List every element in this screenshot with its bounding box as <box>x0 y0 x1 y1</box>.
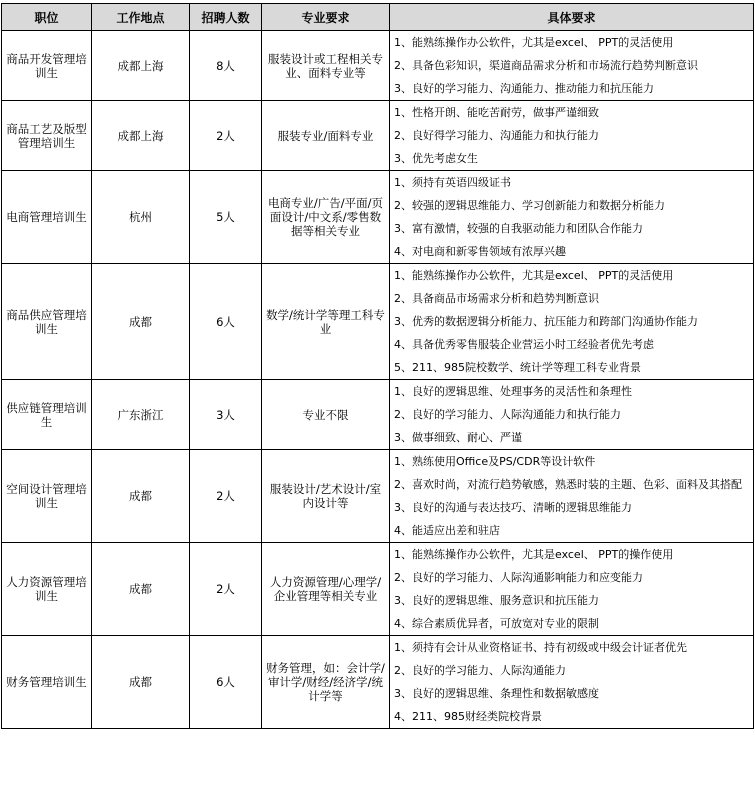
location-cell: 成都 <box>92 636 190 729</box>
header-major: 专业要求 <box>262 4 390 31</box>
position-cell: 商品供应管理培训生 <box>2 264 92 380</box>
table-row <box>2 101 754 171</box>
header-row <box>2 4 754 31</box>
header-count: 招聘人数 <box>190 4 262 31</box>
requirements-cell <box>390 171 754 264</box>
position-cell: 空间设计管理培训生 <box>2 450 92 543</box>
location-cell: 成都上海 <box>92 101 190 171</box>
requirement-item: 2、具备商品市场需求分析和趋势判断意识 <box>394 292 599 305</box>
header-detail: 具体要求 <box>390 4 754 31</box>
location-cell: 广东浙江 <box>92 380 190 450</box>
location-cell: 杭州 <box>92 171 190 264</box>
major-cell: 数学/统计学等理工科专业 <box>262 264 390 380</box>
requirement-item: 3、良好的沟通与表达技巧、清晰的逻辑思维能力 <box>394 501 632 514</box>
table-row <box>2 171 754 264</box>
table-row <box>2 264 754 380</box>
count-cell: 2人 <box>190 543 262 636</box>
recruitment-table <box>1 3 754 729</box>
requirement-item: 3、良好的逻辑思维、服务意识和抗压能力 <box>394 594 599 607</box>
header-position: 职位 <box>2 4 92 31</box>
position-cell: 电商管理培训生 <box>2 171 92 264</box>
table-row <box>2 450 754 543</box>
requirement-item: 4、对电商和新零售领域有浓厚兴趣 <box>394 245 566 258</box>
count-cell: 6人 <box>190 636 262 729</box>
requirement-item: 3、优先考虑女生 <box>394 152 478 165</box>
count-cell: 6人 <box>190 264 262 380</box>
location-cell: 成都 <box>92 264 190 380</box>
requirement-item: 2、良好的学习能力、人际沟通影响能力和应变能力 <box>394 571 643 584</box>
count-cell: 3人 <box>190 380 262 450</box>
location-cell: 成都上海 <box>92 31 190 101</box>
position-cell: 财务管理培训生 <box>2 636 92 729</box>
position-cell: 供应链管理培训生 <box>2 380 92 450</box>
requirement-item: 2、喜欢时尚，对流行趋势敏感，熟悉时装的主题、色彩、面料及其搭配 <box>394 478 742 491</box>
requirements-cell <box>390 264 754 380</box>
requirement-item: 3、做事细致、耐心、严谨 <box>394 431 522 444</box>
requirement-item: 1、须持有会计从业资格证书、持有初级或中级会计证者优先 <box>394 641 687 654</box>
requirements-cell <box>390 31 754 101</box>
major-cell: 电商专业/广告/平面/页面设计/中文系/零售数据等相关专业 <box>262 171 390 264</box>
requirement-item: 3、优秀的数据逻辑分析能力、抗压能力和跨部门沟通协作能力 <box>394 315 698 328</box>
location-cell: 成都 <box>92 450 190 543</box>
requirement-item: 2、较强的逻辑思维能力、学习创新能力和数据分析能力 <box>394 199 665 212</box>
major-cell: 服装设计或工程相关专业、面料专业等 <box>262 31 390 101</box>
requirement-item: 2、良好的学习能力、人际沟通能力 <box>394 664 566 677</box>
requirements-cell <box>390 636 754 729</box>
major-cell: 专业不限 <box>262 380 390 450</box>
count-cell: 8人 <box>190 31 262 101</box>
requirement-item: 1、能熟练操作办公软件，尤其是excel、 PPT的灵活使用 <box>394 269 674 282</box>
count-cell: 2人 <box>190 101 262 171</box>
requirement-item: 4、211、985财经类院校背景 <box>394 710 542 723</box>
position-cell: 商品工艺及版型管理培训生 <box>2 101 92 171</box>
requirement-item: 4、综合素质优异者，可放宽对专业的限制 <box>394 617 599 630</box>
requirement-item: 4、能适应出差和驻店 <box>394 524 500 537</box>
requirement-item: 2、良好的学习能力、人际沟通能力和执行能力 <box>394 408 621 421</box>
requirements-cell <box>390 450 754 543</box>
requirement-item: 4、具备优秀零售服装企业营运小时工经验者优先考虑 <box>394 338 654 351</box>
requirements-cell <box>390 101 754 171</box>
position-cell: 人力资源管理培训生 <box>2 543 92 636</box>
table-row <box>2 380 754 450</box>
requirement-item: 2、良好得学习能力、沟通能力和执行能力 <box>394 129 599 142</box>
count-cell: 5人 <box>190 171 262 264</box>
major-cell: 服装设计/艺术设计/室内设计等 <box>262 450 390 543</box>
requirement-item: 1、熟练使用Office及PS/CDR等设计软件 <box>394 455 596 468</box>
requirement-item: 5、211、985院校数学、统计学等理工科专业背景 <box>394 361 641 374</box>
requirement-item: 3、富有激情，较强的自我驱动能力和团队合作能力 <box>394 222 643 235</box>
requirement-item: 3、良好的逻辑思维、条理性和数据敏感度 <box>394 687 599 700</box>
requirement-item: 1、性格开朗、能吃苦耐劳，做事严谨细致 <box>394 106 599 119</box>
major-cell: 服装专业/面料专业 <box>262 101 390 171</box>
count-cell: 2人 <box>190 450 262 543</box>
requirement-item: 3、良好的学习能力、沟通能力、推动能力和抗压能力 <box>394 82 654 95</box>
requirement-item: 1、能熟练操作办公软件，尤其是excel、 PPT的灵活使用 <box>394 36 674 49</box>
requirement-item: 1、良好的逻辑思维、处理事务的灵活性和条理性 <box>394 385 632 398</box>
table-row <box>2 31 754 101</box>
table-row <box>2 543 754 636</box>
major-cell: 财务管理，如：会计学/审计学/财经/经济学/统计学等 <box>262 636 390 729</box>
requirement-item: 1、须持有英语四级证书 <box>394 176 511 189</box>
position-cell: 商品开发管理培训生 <box>2 31 92 101</box>
table-row <box>2 636 754 729</box>
requirements-cell <box>390 543 754 636</box>
location-cell: 成都 <box>92 543 190 636</box>
requirement-item: 2、具备色彩知识，渠道商品需求分析和市场流行趋势判断意识 <box>394 59 698 72</box>
major-cell: 人力资源管理/心理学/企业管理等相关专业 <box>262 543 390 636</box>
header-location: 工作地点 <box>92 4 190 31</box>
requirements-cell <box>390 380 754 450</box>
requirement-item: 1、能熟练操作办公软件，尤其是excel、 PPT的操作使用 <box>394 548 674 561</box>
